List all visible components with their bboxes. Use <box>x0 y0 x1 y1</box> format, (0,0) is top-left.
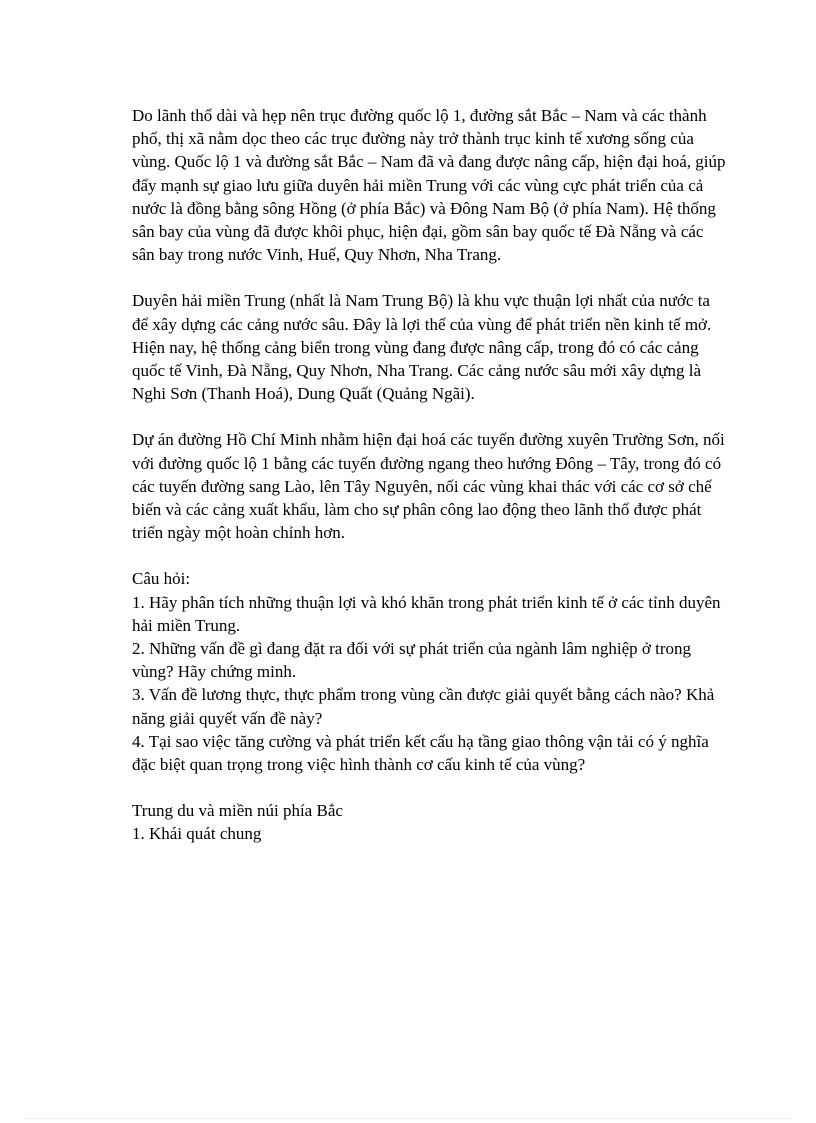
question-item-3: 3. Vấn đề lương thực, thực phẩm trong vùng cần được giải quyết bằng cách nào? Khả năng giải quyết vấn đề này? <box>132 685 715 728</box>
page-bottom-divider <box>24 1118 792 1119</box>
paragraph-ho-chi-minh-road: Dự án đường Hồ Chí Minh nhằm hiện đại hoá các tuyến đường xuyên Trường Sơn, nối với đường quốc lộ 1 bằng các tuyến đường ngang theo hướng Đông – Tây, trong đó có các tuyến đường sang Lào, lên Tây Nguyên, nối các vùng khai thác với các cơ sở chế biến và các cảng xuất khẩu, làm cho sự phân công lao động theo lãnh thổ được phát triển ngày một hoàn chỉnh hơn. <box>132 430 725 543</box>
question-item-2: 2. Những vấn đề gì đang đặt ra đối với sự phát triển của ngành lâm nghiệp ở trong vùng? Hãy chứng minh. <box>132 639 692 682</box>
next-section <box>132 799 728 845</box>
paragraph-transport-axis: Do lãnh thổ dài và hẹp nên trục đường quốc lộ 1, đường sắt Bắc – Nam và các thành phố, thị xã nằm dọc theo các trục đường này trở thành trục kinh tế xương sống của vùng. Quốc lộ 1 và đường sắt Bắc – Nam đã và đang được nâng cấp, hiện đại hoá, giúp đẩy mạnh sự giao lưu giữa duyên hải miền Trung với các vùng cực phát triển của cả nước là đồng bằng sông Hồng (ở phía Bắc) và Đông Nam Bộ (ở phía Nam). Hệ thống sân bay của vùng đã được khôi phục, hiện đại, gồm sân bay quốc tế Đà Nẵng và các sân bay trong nước Vinh, Huế, Quy Nhơn, Nha Trang. <box>132 106 726 265</box>
document-body <box>132 104 728 869</box>
question-item-1: 1. Hãy phân tích những thuận lợi và khó khăn trong phát triển kinh tế ở các tỉnh duyên hải miền Trung. <box>132 592 721 635</box>
section-subtitle: 1. Khái quát chung <box>132 824 262 844</box>
questions-section <box>132 567 728 776</box>
questions-heading: Câu hỏi: <box>132 569 191 589</box>
section-title: Trung du và miền núi phía Bắc <box>132 801 343 821</box>
question-item-4: 4. Tại sao việc tăng cường và phát triển kết cấu hạ tầng giao thông vận tải có ý nghĩa đặc biệt quan trọng trong việc hình thành cơ cấu kinh tế của vùng? <box>132 731 709 775</box>
paragraph-seaports: Duyên hải miền Trung (nhất là Nam Trung Bộ) là khu vực thuận lợi nhất của nước ta để xây dựng các cảng nước sâu. Đây là lợi thế của vùng để phát triển nền kinh tế mở. Hiện nay, hệ thống cảng biển trong vùng đang được nâng cấp, trong đó có các cảng quốc tế Vinh, Đà Nẵng, Quy Nhơn, Nha Trang. Các cảng nước sâu mới xây dựng là Nghi Sơn (Thanh Hoá), Dung Quất (Quảng Ngãi). <box>132 291 712 404</box>
